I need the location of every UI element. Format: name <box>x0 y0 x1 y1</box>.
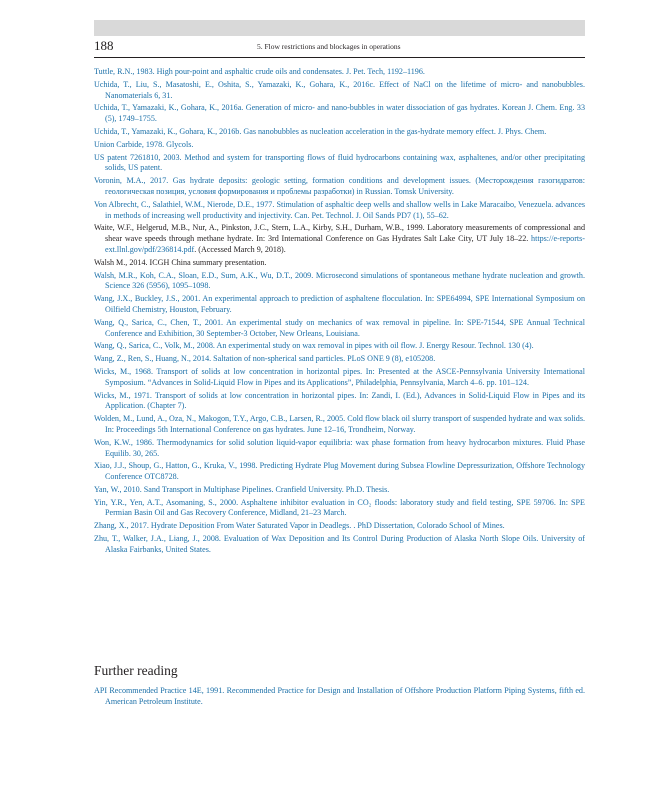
reference-entry[interactable] <box>94 294 585 316</box>
reference-text: Walsh M., 2014. ICGH China summary presentation. <box>94 257 267 267</box>
reference-text-tail: . (Accessed March 9, 2018). <box>194 244 286 254</box>
reference-text: Wang, J.X., Buckley, J.S., 2001. An experimental approach to prediction of asphaltene flocculation. In: SPE64994, SPE International Symposium on Oilfield Chemistry, Houston, February. <box>94 294 585 314</box>
reference-entry[interactable] <box>94 391 585 413</box>
reference-entry[interactable] <box>94 127 585 138</box>
reference-text: Yan, W., 2010. Sand Transport in Multiphase Pipelines. Cranfield University. Ph.D. Thesis. <box>94 484 390 494</box>
reference-entry[interactable] <box>94 153 585 175</box>
reference-entry[interactable] <box>94 414 585 436</box>
reference-text: Uchida, T., Yamazaki, K., Gohara, K., 2016a. Generation of micro- and nano-bubbles in water dissociation of gas hydrates. Korean J. Chem. Eng. 33 (5), 1749–1755. <box>94 103 585 124</box>
reference-text: Union Carbide, 1978. Glycols. <box>94 139 194 149</box>
reference-entry[interactable] <box>94 318 585 340</box>
reference-link[interactable]: https://e-reports-ext.llnl.gov/pdf/236814.pdf <box>105 234 585 254</box>
reference-text: Wicks, M., 1968. Transport of solids at low concentration in horizontal pipes. In: Presented at the ASCE-Pennsylvania University International Symposium. “Advances in Solid-Liquid Flow in Pipes and its Applications”, Philadelphia, Pennsylvania, March 4–6. pp. 101–124. <box>94 366 585 387</box>
reference-text: Tuttle, R.N., 1983. High pour-point and asphaltic crude oils and condensates. J. Pet. Tech, 1192–1196. <box>94 67 425 76</box>
reference-text: Walsh, M.R., Koh, C.A., Sloan, E.D., Sum, A.K., Wu, D.T., 2009. Microsecond simulations of spontaneous methane hydrate nucleation and growth. Science 326 (5956), 1095–1098. <box>94 270 585 291</box>
reference-entry[interactable] <box>94 686 585 708</box>
reference-text: Wicks, M., 1971. Transport of solids at low concentration in horizontal pipes. In: Zandi, I. (Ed.), Advances in Solid-Liquid Flow in Pipes and its Application. (Chapter 7). <box>94 390 585 411</box>
reference-text: Voronin, M.A., 2017. Gas hydrate deposits: geologic setting, formation conditions and development issues. (Месторождения газогидратов: геологическая позиция, условия формирования и проблемы разработки) in Russian. Tomsk University. <box>94 176 585 196</box>
reference-entry[interactable] <box>94 461 585 483</box>
reference-entry[interactable] <box>94 354 585 365</box>
reference-text: Zhang, X., 2017. Hydrate Deposition From Water Saturated Vapor in Deadlegs. . PhD Dissertation, Colorado School of Mines. <box>94 521 505 531</box>
further-reading-title: Further reading <box>94 663 178 678</box>
reference-text: Wang, Q., Sarica, C., Volk, M., 2008. An experimental study on wax removal in pipes with oil flow. J. Energy Resour. Technol. 130 (4). <box>94 341 534 351</box>
reference-entry[interactable] <box>94 498 585 520</box>
reference-text: Wolden, M., Lund, A., Oza, N., Makogon, T.Y., Argo, C.B., Larsen, R., 2005. Cold flow black oil slurry transport of suspended hydrate and wax solids. In: Proceedings 5th International Conference on gas hydrates. June 12–16, Trondheim, Norway. <box>94 414 585 434</box>
reference-entry[interactable] <box>94 341 585 352</box>
reference-entry[interactable] <box>94 367 585 389</box>
reference-text: Uchida, T., Liu, S., Masatoshi, E., Oshita, S., Yamazaki, K., Gohara, K., 2016c. Effect of NaCl on the lifetime of micro- and nanobubbles. Nanomaterials 6, 31. <box>94 79 585 100</box>
further-reading-list <box>94 686 585 710</box>
reference-text: Zhu, T., Walker, J.A., Liang, J., 2008. Evaluation of Wax Deposition and Its Control During Production of Alaska North Slope Oils. University of Alaska Fairbanks, United States. <box>94 534 585 554</box>
reference-text: US patent 7261810, 2003. Method and system for transporting flows of fluid hydrocarbons containing wax, asphaltenes, and/or other precipitating solids, US patent. <box>94 152 585 173</box>
reference-entry[interactable] <box>94 140 585 151</box>
reference-text: API Recommended Practice 14E, 1991. Recommended Practice for Design and Installation of Offshore Production Platform Piping Systems, fifth ed. American Petroleum Institute. <box>94 686 585 706</box>
running-head: 5. Flow restrictions and blockages in operations <box>257 42 401 51</box>
header-band <box>94 20 585 36</box>
reference-entry[interactable] <box>94 67 585 78</box>
page-header <box>94 37 585 58</box>
reference-text: Waite, W.F., Helgerud, M.B., Nur, A., Pinkston, J.C., Stern, L.A., Kirby, S.H., Durham, W.B., 1999. Laboratory measurements of compressional and shear wave speeds through methane hydrate. In: 3rd International Conference on Gas Hydrates Salt Lake City, UT July 18–22. <box>94 223 585 244</box>
reference-text: Wang, Z., Ren, S., Huang, N., 2014. Saltation of non-spherical sand particles. PLoS ONE 9 (8), e105208. <box>94 354 436 364</box>
reference-entry[interactable] <box>94 521 585 532</box>
reference-entry[interactable] <box>94 200 585 222</box>
reference-text: Yin, Y.R., Yen, A.T., Asomaning, S., 2000. Asphaltene inhibitor evaluation in CO₂ floods: laboratory study and field testing, SPE 59706. In: SPE Permian Basin Oil and Gas Recovery Conference, Midland, 21–23 March. <box>94 497 585 518</box>
reference-text: Uchida, T., Yamazaki, K., Gohara, K., 2016b. Gas nanobubbles as nucleation acceleration in the gas-hydrate memory effect. J. Phys. Chem. <box>94 126 547 136</box>
reference-text: Wang, Q., Sarica, C., Chen, T., 2001. An experimental study on mechanics of wax removal in pipeline. In: SPE-71544, SPE Annual Technical Conference and Exhibition, 30 September-3 October, New Orleans, Louisiana. <box>94 317 585 338</box>
reference-entry[interactable] <box>94 534 585 556</box>
reference-entry[interactable] <box>94 103 585 125</box>
reference-text: Von Albrecht, C., Salathiel, W.M., Nierode, D.E., 1977. Stimulation of asphaltic deep wells and shallow wells in Lake Maracaibo, Venezuela. advances in methods of increasing well productivity and injectivity. Can. Pet. Technol. J. Oil Sands PD7 (1), 55–62. <box>94 199 585 220</box>
reference-entry[interactable] <box>94 485 585 496</box>
reference-text: Won, K.W., 1986. Thermodynamics for solid solution liquid-vapor equilibria: wax phase formation from heavy hydrocarbon mixtures. Fluid Phase Equilib. 30, 265. <box>94 437 585 458</box>
reference-entry[interactable] <box>94 223 585 255</box>
reference-entry[interactable] <box>94 438 585 460</box>
reference-entry[interactable] <box>94 176 585 198</box>
reference-list <box>94 67 585 558</box>
reference-entry[interactable] <box>94 258 585 269</box>
reference-entry[interactable] <box>94 80 585 102</box>
reference-entry[interactable] <box>94 271 585 293</box>
page-number: 188 <box>94 38 114 53</box>
reference-text: Xiao, J.J., Shoup, G., Hatton, G., Kruka, V., 1998. Predicting Hydrate Plug Movement during Subsea Flowline Depressurization, Offshore Technology Conference OTC8728. <box>94 461 585 482</box>
